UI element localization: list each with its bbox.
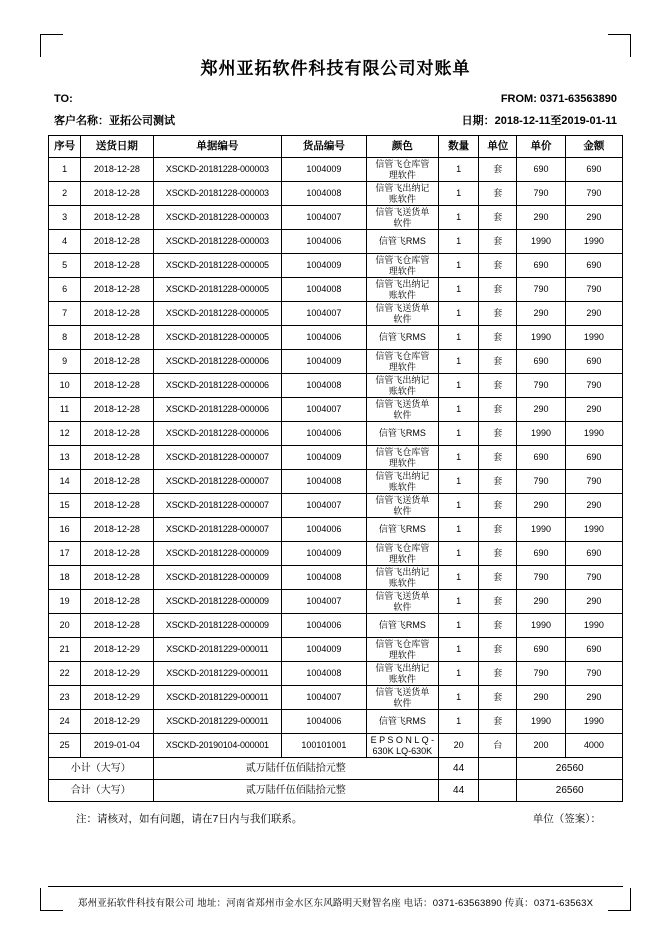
cell-amount: 690 [565,542,622,566]
cell-price: 1990 [517,422,565,446]
table-row [49,638,623,662]
cell-date: 2018-12-29 [81,638,153,662]
company-footer: 郑州亚拓软件科技有限公司 地址：河南省郑州市金水区东风路明天财智名座 电话：0371-63563890 传真：0371-63563X [77,898,594,909]
total-row [49,780,623,802]
from-label: FROM: 0371-63563890 [500,93,617,105]
cell-color: 信管飞RMS [366,422,438,446]
cell-color: 信管飞RMS [366,710,438,734]
cell-goods-no: 1004009 [282,638,366,662]
cell-goods-no: 1004008 [282,278,366,302]
meta-row-contact [54,93,617,105]
table-row [49,278,623,302]
header-unit: 单位 [479,136,517,158]
cell-price: 790 [517,374,565,398]
cell-price: 790 [517,662,565,686]
cell-amount: 1990 [565,614,622,638]
cell-amount: 790 [565,278,622,302]
cell-index: 20 [49,614,81,638]
cell-date: 2018-12-28 [81,398,153,422]
cell-doc-no: XSCKD-20181228-000003 [153,206,282,230]
header-goods-no: 货品编号 [282,136,366,158]
cell-date: 2018-12-28 [81,542,153,566]
cell-qty: 1 [439,398,479,422]
cell-index: 19 [49,590,81,614]
table-row [49,542,623,566]
cell-amount: 690 [565,158,622,182]
cell-qty: 1 [439,470,479,494]
cell-price: 1990 [517,230,565,254]
table-row [49,446,623,470]
customer-name: 客户名称：亚拓公司测试 [54,115,175,127]
cell-goods-no: 100101001 [282,734,366,758]
cell-index: 12 [49,422,81,446]
cell-date: 2018-12-28 [81,590,153,614]
cell-index: 15 [49,494,81,518]
cell-doc-no: XSCKD-20181228-000006 [153,350,282,374]
cell-index: 25 [49,734,81,758]
cell-color: 信管飞RMS [366,326,438,350]
cell-doc-no: XSCKD-20181228-000009 [153,590,282,614]
header-doc-no: 单据编号 [153,136,282,158]
cell-index: 3 [49,206,81,230]
cell-date: 2018-12-29 [81,686,153,710]
cell-date: 2018-12-28 [81,374,153,398]
cell-price: 1990 [517,518,565,542]
cell-index: 2 [49,182,81,206]
cell-amount: 1990 [565,326,622,350]
cell-index: 1 [49,158,81,182]
cell-qty: 1 [439,206,479,230]
subtotal-amount: 26560 [517,758,623,780]
cell-index: 22 [49,662,81,686]
cell-unit: 套 [479,638,517,662]
date-range: 日期：2018-12-11至2019-01-11 [461,115,617,127]
cell-date: 2018-12-28 [81,422,153,446]
cell-color: 信管飞RMS [366,230,438,254]
cell-color: 信管飞仓库管 理软件 [366,542,438,566]
cell-date: 2018-12-29 [81,710,153,734]
cell-date: 2018-12-28 [81,326,153,350]
table-row [49,734,623,758]
cell-color: 信管飞送货单 软件 [366,206,438,230]
cell-goods-no: 1004007 [282,494,366,518]
total-words: 贰万陆仟伍佰陆拾元整 [153,780,438,802]
cell-qty: 1 [439,326,479,350]
cell-date: 2018-12-28 [81,230,153,254]
cell-price: 690 [517,350,565,374]
cell-unit: 套 [479,590,517,614]
cell-date: 2018-12-28 [81,494,153,518]
cell-date: 2018-12-28 [81,446,153,470]
table-row [49,350,623,374]
cell-doc-no: XSCKD-20181228-000006 [153,422,282,446]
total-amount: 26560 [517,780,623,802]
cell-date: 2018-12-28 [81,614,153,638]
cell-date: 2018-12-28 [81,158,153,182]
cell-doc-no: XSCKD-20181228-000009 [153,542,282,566]
cell-qty: 1 [439,422,479,446]
cell-qty: 1 [439,518,479,542]
cell-price: 690 [517,158,565,182]
cell-amount: 1990 [565,422,622,446]
cell-color: 信管飞RMS [366,518,438,542]
cell-index: 9 [49,350,81,374]
table-row [49,494,623,518]
cell-doc-no: XSCKD-20181228-000007 [153,494,282,518]
table-row [49,158,623,182]
cell-unit: 套 [479,302,517,326]
cell-doc-no: XSCKD-20190104-000001 [153,734,282,758]
subtotal-row [49,758,623,780]
table-row [49,182,623,206]
cell-goods-no: 1004009 [282,158,366,182]
cell-color: 信管飞仓库管 理软件 [366,158,438,182]
cell-goods-no: 1004008 [282,566,366,590]
cell-goods-no: 1004006 [282,326,366,350]
cell-doc-no: XSCKD-20181229-000011 [153,638,282,662]
cell-index: 8 [49,326,81,350]
cell-goods-no: 1004009 [282,446,366,470]
cell-amount: 690 [565,350,622,374]
cell-goods-no: 1004008 [282,374,366,398]
header-date: 送货日期 [81,136,153,158]
cell-unit: 套 [479,350,517,374]
cell-color: 信管飞送货单 软件 [366,686,438,710]
cell-unit: 套 [479,326,517,350]
cell-unit: 台 [479,734,517,758]
cell-qty: 1 [439,278,479,302]
to-label: TO: [54,93,73,105]
cell-amount: 790 [565,182,622,206]
cell-amount: 1990 [565,518,622,542]
bottom-divider [48,886,623,887]
cell-color: 信管飞出纳记 账软件 [366,278,438,302]
cell-amount: 690 [565,446,622,470]
cell-unit: 套 [479,518,517,542]
cell-doc-no: XSCKD-20181228-000006 [153,398,282,422]
cell-unit: 套 [479,542,517,566]
table-row [49,518,623,542]
cell-amount: 290 [565,686,622,710]
cell-doc-no: XSCKD-20181228-000003 [153,158,282,182]
cell-goods-no: 1004009 [282,542,366,566]
cell-goods-no: 1004007 [282,206,366,230]
cell-color: 信管飞送货单 软件 [366,494,438,518]
cell-qty: 1 [439,710,479,734]
cell-date: 2018-12-28 [81,518,153,542]
cell-doc-no: XSCKD-20181228-000003 [153,230,282,254]
cell-doc-no: XSCKD-20181228-000005 [153,326,282,350]
cell-price: 290 [517,686,565,710]
cell-qty: 1 [439,686,479,710]
cell-amount: 290 [565,590,622,614]
cell-index: 4 [49,230,81,254]
cell-goods-no: 1004008 [282,662,366,686]
total-label: 合计（大写） [49,780,154,802]
cell-color: 信管飞仓库管 理软件 [366,446,438,470]
cell-date: 2018-12-28 [81,182,153,206]
cell-price: 290 [517,398,565,422]
cell-unit: 套 [479,686,517,710]
cell-index: 11 [49,398,81,422]
cell-unit: 套 [479,182,517,206]
header-qty: 数量 [439,136,479,158]
cell-unit: 套 [479,158,517,182]
table-row [49,470,623,494]
cell-qty: 1 [439,590,479,614]
subtotal-label: 小计（大写） [49,758,154,780]
cell-color: E P S O N L Q - 630K LQ-630K [366,734,438,758]
cell-doc-no: XSCKD-20181229-000011 [153,686,282,710]
cell-goods-no: 1004007 [282,398,366,422]
cell-amount: 790 [565,374,622,398]
cell-color: 信管飞送货单 软件 [366,590,438,614]
cell-color: 信管飞出纳记 账软件 [366,470,438,494]
cell-color: 信管飞送货单 软件 [366,302,438,326]
cell-unit: 套 [479,470,517,494]
table-row [49,206,623,230]
cell-index: 13 [49,446,81,470]
cell-amount: 790 [565,566,622,590]
cell-qty: 1 [439,374,479,398]
cell-index: 6 [49,278,81,302]
cell-doc-no: XSCKD-20181229-000011 [153,710,282,734]
cell-goods-no: 1004007 [282,686,366,710]
cell-doc-no: XSCKD-20181228-000005 [153,278,282,302]
cell-price: 790 [517,566,565,590]
cell-amount: 690 [565,254,622,278]
statement-table [48,135,623,802]
cell-amount: 1990 [565,230,622,254]
cell-doc-no: XSCKD-20181228-000007 [153,446,282,470]
subtotal-words: 贰万陆仟伍佰陆拾元整 [153,758,438,780]
cell-date: 2018-12-28 [81,470,153,494]
document-content [48,44,623,826]
cell-qty: 1 [439,494,479,518]
cell-color: 信管飞仓库管 理软件 [366,254,438,278]
cell-price: 790 [517,278,565,302]
cell-qty: 1 [439,638,479,662]
cell-amount: 290 [565,494,622,518]
cell-date: 2018-12-28 [81,278,153,302]
table-row [49,662,623,686]
cell-index: 16 [49,518,81,542]
cell-price: 1990 [517,710,565,734]
cell-index: 17 [49,542,81,566]
cell-index: 14 [49,470,81,494]
cell-goods-no: 1004006 [282,422,366,446]
cell-index: 7 [49,302,81,326]
cell-unit: 套 [479,566,517,590]
table-header-row [49,136,623,158]
cell-qty: 1 [439,662,479,686]
cell-date: 2019-01-04 [81,734,153,758]
table-row [49,566,623,590]
cell-qty: 20 [439,734,479,758]
meta-row-customer [54,112,617,128]
cell-doc-no: XSCKD-20181228-000007 [153,518,282,542]
cell-doc-no: XSCKD-20181229-000011 [153,662,282,686]
table-row [49,590,623,614]
signature-label: 单位（签案）： [532,813,601,825]
cell-index: 23 [49,686,81,710]
table-row [49,254,623,278]
cell-doc-no: XSCKD-20181228-000005 [153,254,282,278]
cell-goods-no: 1004007 [282,302,366,326]
cell-price: 200 [517,734,565,758]
table-row [49,422,623,446]
cell-goods-no: 1004009 [282,254,366,278]
cell-amount: 4000 [565,734,622,758]
table-row [49,686,623,710]
cell-color: 信管飞出纳记 账软件 [366,182,438,206]
cell-doc-no: XSCKD-20181228-000007 [153,470,282,494]
cell-price: 290 [517,590,565,614]
cell-color: 信管飞出纳记 账软件 [366,374,438,398]
cell-index: 21 [49,638,81,662]
cell-unit: 套 [479,230,517,254]
footer-note-row [48,811,623,826]
cell-qty: 1 [439,182,479,206]
subtotal-unit [479,758,517,780]
cell-price: 290 [517,206,565,230]
cell-amount: 790 [565,470,622,494]
cell-price: 690 [517,542,565,566]
cell-price: 1990 [517,326,565,350]
table-body [49,158,623,758]
cell-qty: 1 [439,566,479,590]
cell-qty: 1 [439,446,479,470]
cell-index: 24 [49,710,81,734]
cell-price: 690 [517,638,565,662]
cell-qty: 1 [439,254,479,278]
cell-goods-no: 1004008 [282,470,366,494]
table-row [49,614,623,638]
header-amount: 金额 [565,136,622,158]
cell-price: 290 [517,494,565,518]
cell-amount: 1990 [565,710,622,734]
cell-doc-no: XSCKD-20181228-000009 [153,566,282,590]
remark-text: 注：请核对，如有问题，请在7日内与我们联系。 [76,813,303,825]
cell-color: 信管飞仓库管 理软件 [366,350,438,374]
cell-unit: 套 [479,422,517,446]
cell-unit: 套 [479,374,517,398]
cell-price: 1990 [517,614,565,638]
cell-date: 2018-12-28 [81,566,153,590]
table-row [49,230,623,254]
cell-unit: 套 [479,206,517,230]
cell-price: 690 [517,446,565,470]
cell-unit: 套 [479,398,517,422]
total-qty: 44 [439,780,479,802]
cell-amount: 290 [565,398,622,422]
page-title: 郑州亚拓软件科技有限公司对账单 [200,59,471,78]
table-row [49,398,623,422]
cell-unit: 套 [479,614,517,638]
table-row [49,710,623,734]
cell-goods-no: 1004007 [282,590,366,614]
cell-date: 2018-12-28 [81,206,153,230]
cell-qty: 1 [439,350,479,374]
cell-doc-no: XSCKD-20181228-000006 [153,374,282,398]
cell-qty: 1 [439,302,479,326]
header-price: 单价 [517,136,565,158]
cell-date: 2018-12-29 [81,662,153,686]
cell-qty: 1 [439,230,479,254]
cell-amount: 290 [565,302,622,326]
cell-index: 10 [49,374,81,398]
table-row [49,326,623,350]
cell-amount: 690 [565,638,622,662]
cell-price: 290 [517,302,565,326]
cell-unit: 套 [479,446,517,470]
cell-goods-no: 1004006 [282,230,366,254]
cell-goods-no: 1004006 [282,614,366,638]
cell-unit: 套 [479,494,517,518]
cell-doc-no: XSCKD-20181228-000009 [153,614,282,638]
cell-date: 2018-12-28 [81,302,153,326]
cell-date: 2018-12-28 [81,254,153,278]
cell-unit: 套 [479,710,517,734]
cell-color: 信管飞送货单 软件 [366,398,438,422]
cell-index: 5 [49,254,81,278]
subtotal-qty: 44 [439,758,479,780]
cell-index: 18 [49,566,81,590]
cell-unit: 套 [479,254,517,278]
total-unit [479,780,517,802]
cell-color: 信管飞出纳记 账软件 [366,662,438,686]
table-row [49,302,623,326]
cell-price: 790 [517,182,565,206]
cell-qty: 1 [439,158,479,182]
cell-color: 信管飞仓库管 理软件 [366,638,438,662]
cell-amount: 290 [565,206,622,230]
cell-goods-no: 1004006 [282,710,366,734]
cell-doc-no: XSCKD-20181228-000003 [153,182,282,206]
cell-amount: 790 [565,662,622,686]
cell-doc-no: XSCKD-20181228-000005 [153,302,282,326]
cell-qty: 1 [439,614,479,638]
header-index: 序号 [49,136,81,158]
table-row [49,374,623,398]
cell-color: 信管飞RMS [366,614,438,638]
cell-date: 2018-12-28 [81,350,153,374]
cell-goods-no: 1004009 [282,350,366,374]
cell-price: 790 [517,470,565,494]
cell-color: 信管飞出纳记 账软件 [366,566,438,590]
header-color: 颜色 [366,136,438,158]
cell-unit: 套 [479,278,517,302]
cell-goods-no: 1004006 [282,518,366,542]
cell-goods-no: 1004008 [282,182,366,206]
cell-qty: 1 [439,542,479,566]
cell-unit: 套 [479,662,517,686]
cell-price: 690 [517,254,565,278]
